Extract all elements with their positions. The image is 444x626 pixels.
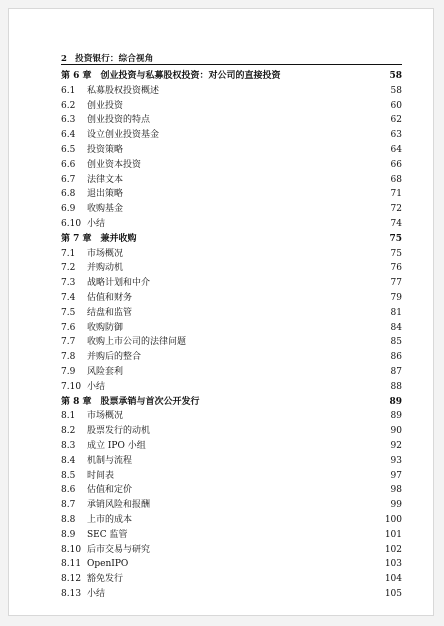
toc-section-row (61, 380, 402, 395)
toc-entry-title: 战略计划和中介 (87, 278, 151, 289)
toc-page-number: 103 (384, 559, 402, 570)
toc-entry-number: 8.7 (61, 500, 76, 511)
running-head (61, 52, 153, 64)
toc-section-row (61, 128, 402, 143)
toc-entry-number: 8.3 (61, 440, 76, 451)
toc-section-row (61, 276, 402, 291)
toc-entry-title: 市场概况 (87, 248, 124, 259)
toc-entry-number: 8.2 (61, 426, 76, 437)
toc-page-number: 81 (390, 307, 402, 318)
toc-entry-number: 7.2 (61, 263, 76, 274)
toc-entry-title (61, 232, 380, 247)
toc-entry-number: 8.6 (61, 485, 76, 496)
toc-section-row (61, 454, 402, 469)
toc-entry-title: 收购基金 (87, 204, 124, 215)
toc-entry-title: 股票发行的动机 (87, 426, 151, 437)
toc-entry-number: 6.4 (61, 130, 76, 141)
toc-entry-number: 6.10 (61, 218, 82, 229)
toc-page-number: 101 (384, 529, 402, 540)
toc-entry-title: 收购上市公司的法律问题 (87, 337, 187, 348)
toc-entry-number: 7.6 (61, 322, 76, 333)
toc-page-number: 66 (390, 159, 402, 170)
toc-page-number: 99 (390, 500, 402, 511)
toc-entry-number: 7.1 (61, 248, 76, 259)
toc-section-row (61, 513, 402, 528)
toc-section-row (61, 321, 402, 336)
toc-entry-number: 8.5 (61, 470, 76, 481)
toc-entry-title (61, 69, 380, 84)
toc-entry-title: 市场概况 (87, 411, 124, 422)
toc-page-number: 76 (390, 263, 402, 274)
toc-entry-number: 6.5 (61, 144, 76, 155)
toc-entry-title: 结盘和监管 (87, 307, 133, 318)
toc-page-number: 97 (390, 470, 402, 481)
toc-entry-title (61, 395, 380, 410)
toc-section-row (61, 469, 402, 484)
toc-section-row (61, 143, 402, 158)
toc-section-row (61, 187, 402, 202)
toc-entry-title: 法律文本 (87, 174, 124, 185)
toc-entry-title: 上市的成本 (87, 514, 133, 525)
toc-page-number: 104 (384, 574, 402, 585)
toc-entry-number: 6.1 (61, 85, 76, 96)
toc-section-row (61, 217, 402, 232)
toc-page-number: 68 (390, 174, 402, 185)
toc-entry-number: 6.6 (61, 159, 76, 170)
toc-page-number: 62 (390, 115, 402, 126)
book-page (8, 8, 434, 616)
toc-section-row (61, 306, 402, 321)
toc-entry-number: 6.3 (61, 115, 76, 126)
toc-entry-title: 小结 (87, 381, 106, 392)
toc-entry-title: 风险套利 (87, 366, 124, 377)
toc-section-row (61, 498, 402, 513)
toc-entry-title: SEC 监管 (87, 529, 128, 540)
toc-page-number: 71 (390, 189, 402, 200)
toc-entry-number: 8.12 (61, 574, 82, 585)
toc-page-number: 90 (390, 426, 402, 437)
toc-page-number: 93 (390, 455, 402, 466)
toc-page-number: 74 (390, 218, 402, 229)
table-of-contents (61, 69, 402, 602)
toc-entry-title: 并购后的整合 (87, 352, 142, 363)
toc-entry-number: 7.4 (61, 292, 76, 303)
toc-entry-title: 退出策略 (87, 189, 124, 200)
toc-entry-number: 7.7 (61, 337, 76, 348)
toc-section-row (61, 587, 402, 602)
toc-page-number: 88 (390, 381, 402, 392)
chapter-title: 兼并收购 (100, 233, 137, 244)
toc-section-row (61, 350, 402, 365)
toc-section-row (61, 261, 402, 276)
toc-entry-number: 6.9 (61, 204, 76, 215)
toc-page-number: 89 (389, 396, 402, 407)
toc-entry-title: 成立 IPO 小组 (87, 440, 146, 451)
toc-section-row (61, 483, 402, 498)
toc-page-number: 72 (390, 204, 402, 215)
toc-page-number: 79 (390, 292, 402, 303)
toc-entry-title: 私募股权投资概述 (87, 85, 160, 96)
toc-section-row (61, 528, 402, 543)
toc-section-row (61, 158, 402, 173)
toc-entry-number: 7.3 (61, 278, 76, 289)
toc-section-row (61, 247, 402, 262)
toc-entry-number: 6.7 (61, 174, 76, 185)
toc-entry-number: 6.2 (61, 100, 76, 111)
toc-entry-title: 投资策略 (87, 144, 124, 155)
toc-entry-title: 创业投资 (87, 100, 124, 111)
toc-section-row (61, 409, 402, 424)
toc-section-row (61, 335, 402, 350)
toc-page-number: 92 (390, 440, 402, 451)
toc-entry-title: 估值和定价 (87, 485, 133, 496)
toc-entry-title: 估值和财务 (87, 292, 133, 303)
toc-page-number: 84 (390, 322, 402, 333)
chapter-title: 创业投资与私募股权投资：对公司的直接投资 (100, 71, 281, 81)
header-rule (61, 64, 402, 65)
toc-page-number: 58 (389, 71, 402, 81)
toc-page-number: 89 (390, 411, 402, 422)
toc-entry-number: 8.11 (61, 559, 82, 570)
toc-page-number: 100 (384, 514, 402, 525)
toc-entry-title: 收购防御 (87, 322, 124, 333)
toc-entry-number: 8.1 (61, 411, 76, 422)
chapter-label: 第 8 章 (61, 396, 92, 407)
chapter-title: 股票承销与首次公开发行 (100, 396, 200, 407)
toc-page-number: 98 (390, 485, 402, 496)
toc-page-number: 63 (390, 130, 402, 141)
toc-entry-number: 8.13 (61, 588, 82, 599)
toc-page-number: 77 (390, 278, 402, 289)
toc-entry-title: 创业资本投资 (87, 159, 142, 170)
chapter-label: 第 6 章 (61, 71, 92, 81)
toc-page-number: 86 (390, 352, 402, 363)
toc-entry-number: 7.10 (61, 381, 82, 392)
toc-section-row (61, 202, 402, 217)
toc-page-number: 102 (384, 544, 402, 555)
toc-section-row (61, 543, 402, 558)
page-number: 2 (61, 54, 68, 64)
toc-page-number: 75 (389, 233, 402, 244)
toc-page-number: 87 (390, 366, 402, 377)
toc-section-row (61, 439, 402, 454)
toc-chapter-row (61, 395, 402, 410)
toc-entry-title: 设立创业投资基金 (87, 130, 160, 141)
toc-entry-number: 7.8 (61, 352, 76, 363)
toc-section-row (61, 365, 402, 380)
chapter-label: 第 7 章 (61, 233, 92, 244)
toc-entry-title: 机制与流程 (87, 455, 133, 466)
toc-entry-title: 后市交易与研究 (87, 544, 151, 555)
toc-entry-title: 小结 (87, 588, 106, 599)
toc-page-number: 60 (390, 100, 402, 111)
toc-chapter-row (61, 69, 402, 84)
toc-entry-title: 时间表 (87, 470, 115, 481)
toc-entry-number: 8.9 (61, 529, 76, 540)
toc-page-number: 75 (390, 248, 402, 259)
toc-page-number: 85 (390, 337, 402, 348)
toc-entry-number: 8.8 (61, 514, 76, 525)
toc-section-row (61, 113, 402, 128)
toc-entry-title: 并购动机 (87, 263, 124, 274)
toc-entry-title: 小结 (87, 218, 106, 229)
toc-page-number: 105 (384, 588, 402, 599)
toc-page-number: 64 (390, 144, 402, 155)
toc-section-row (61, 99, 402, 114)
toc-entry-title: 承销风险和报酬 (87, 500, 151, 511)
toc-entry-title: OpenIPO (87, 559, 129, 570)
book-title: 投资银行：综合视角 (75, 54, 154, 64)
toc-section-row (61, 84, 402, 99)
toc-section-row (61, 572, 402, 587)
toc-entry-number: 6.8 (61, 189, 76, 200)
toc-entry-number: 8.10 (61, 544, 82, 555)
toc-section-row (61, 173, 402, 188)
toc-section-row (61, 291, 402, 306)
toc-entry-number: 7.9 (61, 366, 76, 377)
toc-entry-number: 7.5 (61, 307, 76, 318)
toc-section-row (61, 424, 402, 439)
toc-chapter-row (61, 232, 402, 247)
toc-entry-number: 8.4 (61, 455, 76, 466)
toc-section-row (61, 557, 402, 572)
toc-page-number: 58 (390, 85, 402, 96)
toc-entry-title: 创业投资的特点 (87, 115, 151, 126)
toc-entry-title: 豁免发行 (87, 574, 124, 585)
